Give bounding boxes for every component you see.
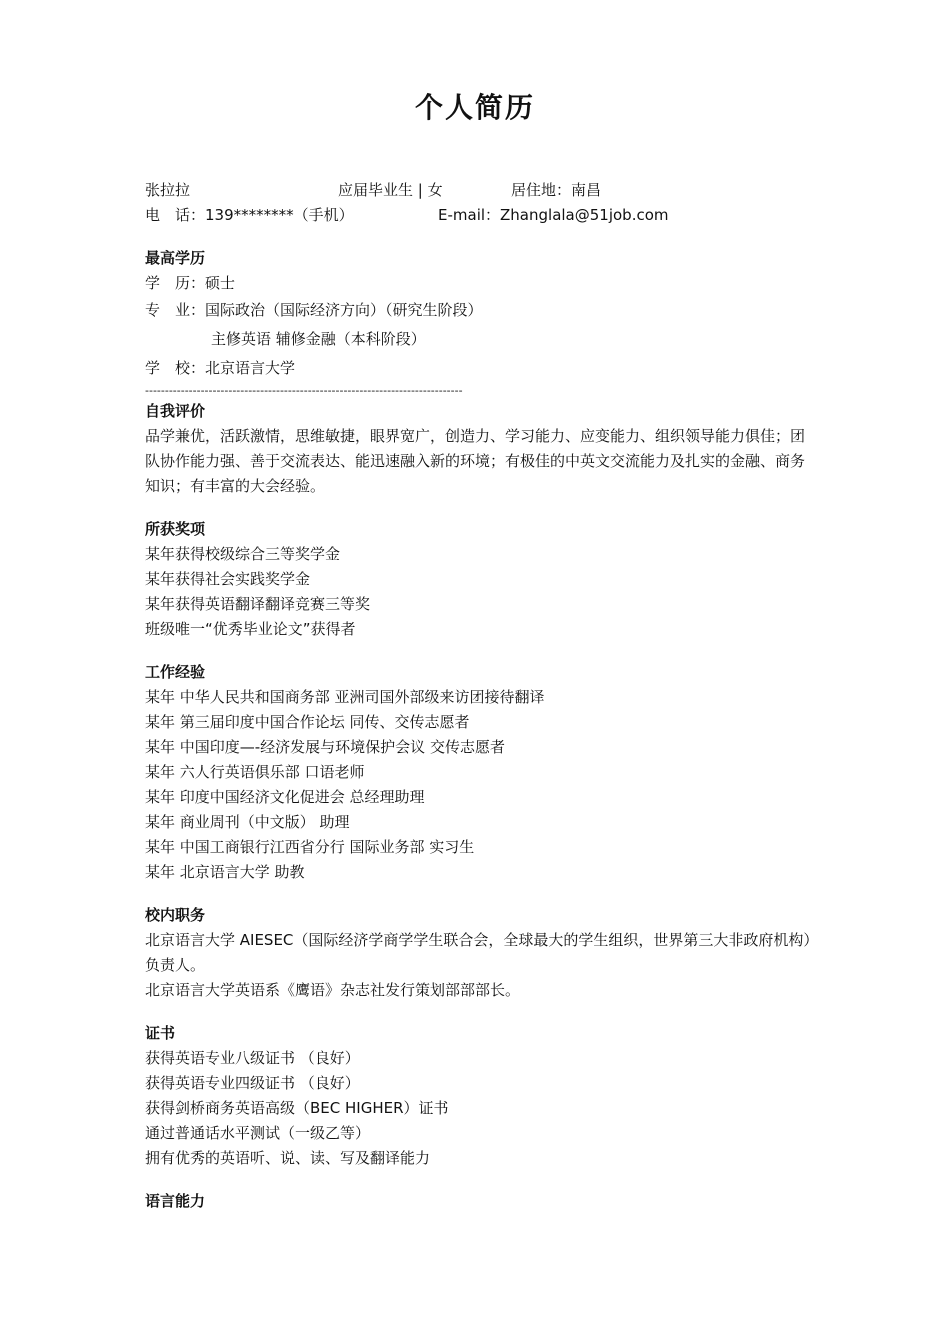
major-line [145,296,845,325]
campus-item: 北京语言大学 AIESEC（国际经济学商学学生联合会，全球最大的学生组织，世界第三大非政府机构）负责人。 [145,931,811,974]
work-item: 某年 中国印度—-经济发展与环境保护会议 交传志愿者 [145,738,505,756]
status: 应届毕业生 | 女 [338,181,443,199]
degree-label: 学 历： [145,274,206,292]
cert-item: 获得剑桥商务英语高级（BEC HIGHER）证书 [145,1099,449,1117]
cert-item: 通过普通话水平测试（一级乙等） [145,1124,371,1142]
basic-info-row [145,178,845,203]
work-item: 某年 北京语言大学 助教 [145,863,305,881]
award-item: 某年获得社会实践奖学金 [145,570,311,588]
major-value-1: 国际政治（国际经济方向）（研究生阶段） [205,301,483,319]
education-heading: 最高学历 [145,249,206,267]
email: E-mail：Zhanglala@51job.com [438,206,669,224]
contact-row [145,203,845,228]
spacer [145,228,845,246]
work-item: 某年 印度中国经济文化促进会 总经理助理 [145,788,425,806]
major-line-2 [145,325,845,354]
residence: 居住地：南昌 [511,181,602,199]
self-eval-text: 品学兼优，活跃激情，思维敏捷，眼界宽广，创造力、学习能力、应变能力、组织领导能力俱佳；团队协作能力强、善于交流表达、能迅速融入新的环境；有极佳的中英文交流能力及扎实的金融、商务知识；有丰富的大会经验。 [145,427,806,495]
work-item: 某年 六人行英语俱乐部 口语老师 [145,763,365,781]
work-item: 某年 中华人民共和国商务部 亚洲司国外部级来访团接待翻译 [145,688,545,706]
school-value: 北京语言大学 [205,359,296,377]
school-line [145,354,845,383]
phone: 电 话：139********（手机） [145,206,354,224]
page-title: 个人简历 [414,91,535,124]
spacer [145,1003,845,1021]
name: 张拉拉 [145,181,191,199]
degree-line [145,271,845,296]
campus-item: 北京语言大学英语系《鹰语》杂志社发行策划部部部长。 [145,981,521,999]
degree-value: 硕士 [205,274,236,292]
cert-item: 获得英语专业八级证书 （良好） [145,1049,360,1067]
work-item: 某年 第三届印度中国合作论坛 同传、交传志愿者 [145,713,470,731]
school-label: 学 校： [145,359,206,377]
work-item: 某年 中国工商银行江西省分行 国际业务部 实习生 [145,838,475,856]
language-heading: 语言能力 [145,1192,206,1210]
awards-heading: 所获奖项 [145,520,206,538]
campus-heading: 校内职务 [145,906,206,924]
major-value-2: 主修英语 辅修金融（本科阶段） [211,330,426,348]
self-eval-heading: 自我评价 [145,402,206,420]
spacer [145,1171,845,1189]
divider: -------------------------------------------------------------------------------- [145,384,463,397]
spacer [145,885,845,903]
certs-heading: 证书 [145,1024,176,1042]
resume-content [145,178,845,1214]
award-item: 某年获得校级综合三等奖学金 [145,545,341,563]
award-item: 班级唯一“优秀毕业论文”获得者 [145,620,356,638]
cert-item: 拥有优秀的英语听、说、读、写及翻译能力 [145,1149,431,1167]
work-heading: 工作经验 [145,663,206,681]
spacer [145,642,845,660]
spacer [145,499,845,517]
award-item: 某年获得英语翻译翻译竞赛三等奖 [145,595,371,613]
work-item: 某年 商业周刊（中文版） 助理 [145,813,350,831]
cert-item: 获得英语专业四级证书 （良好） [145,1074,360,1092]
major-label: 专 业： [145,301,206,319]
